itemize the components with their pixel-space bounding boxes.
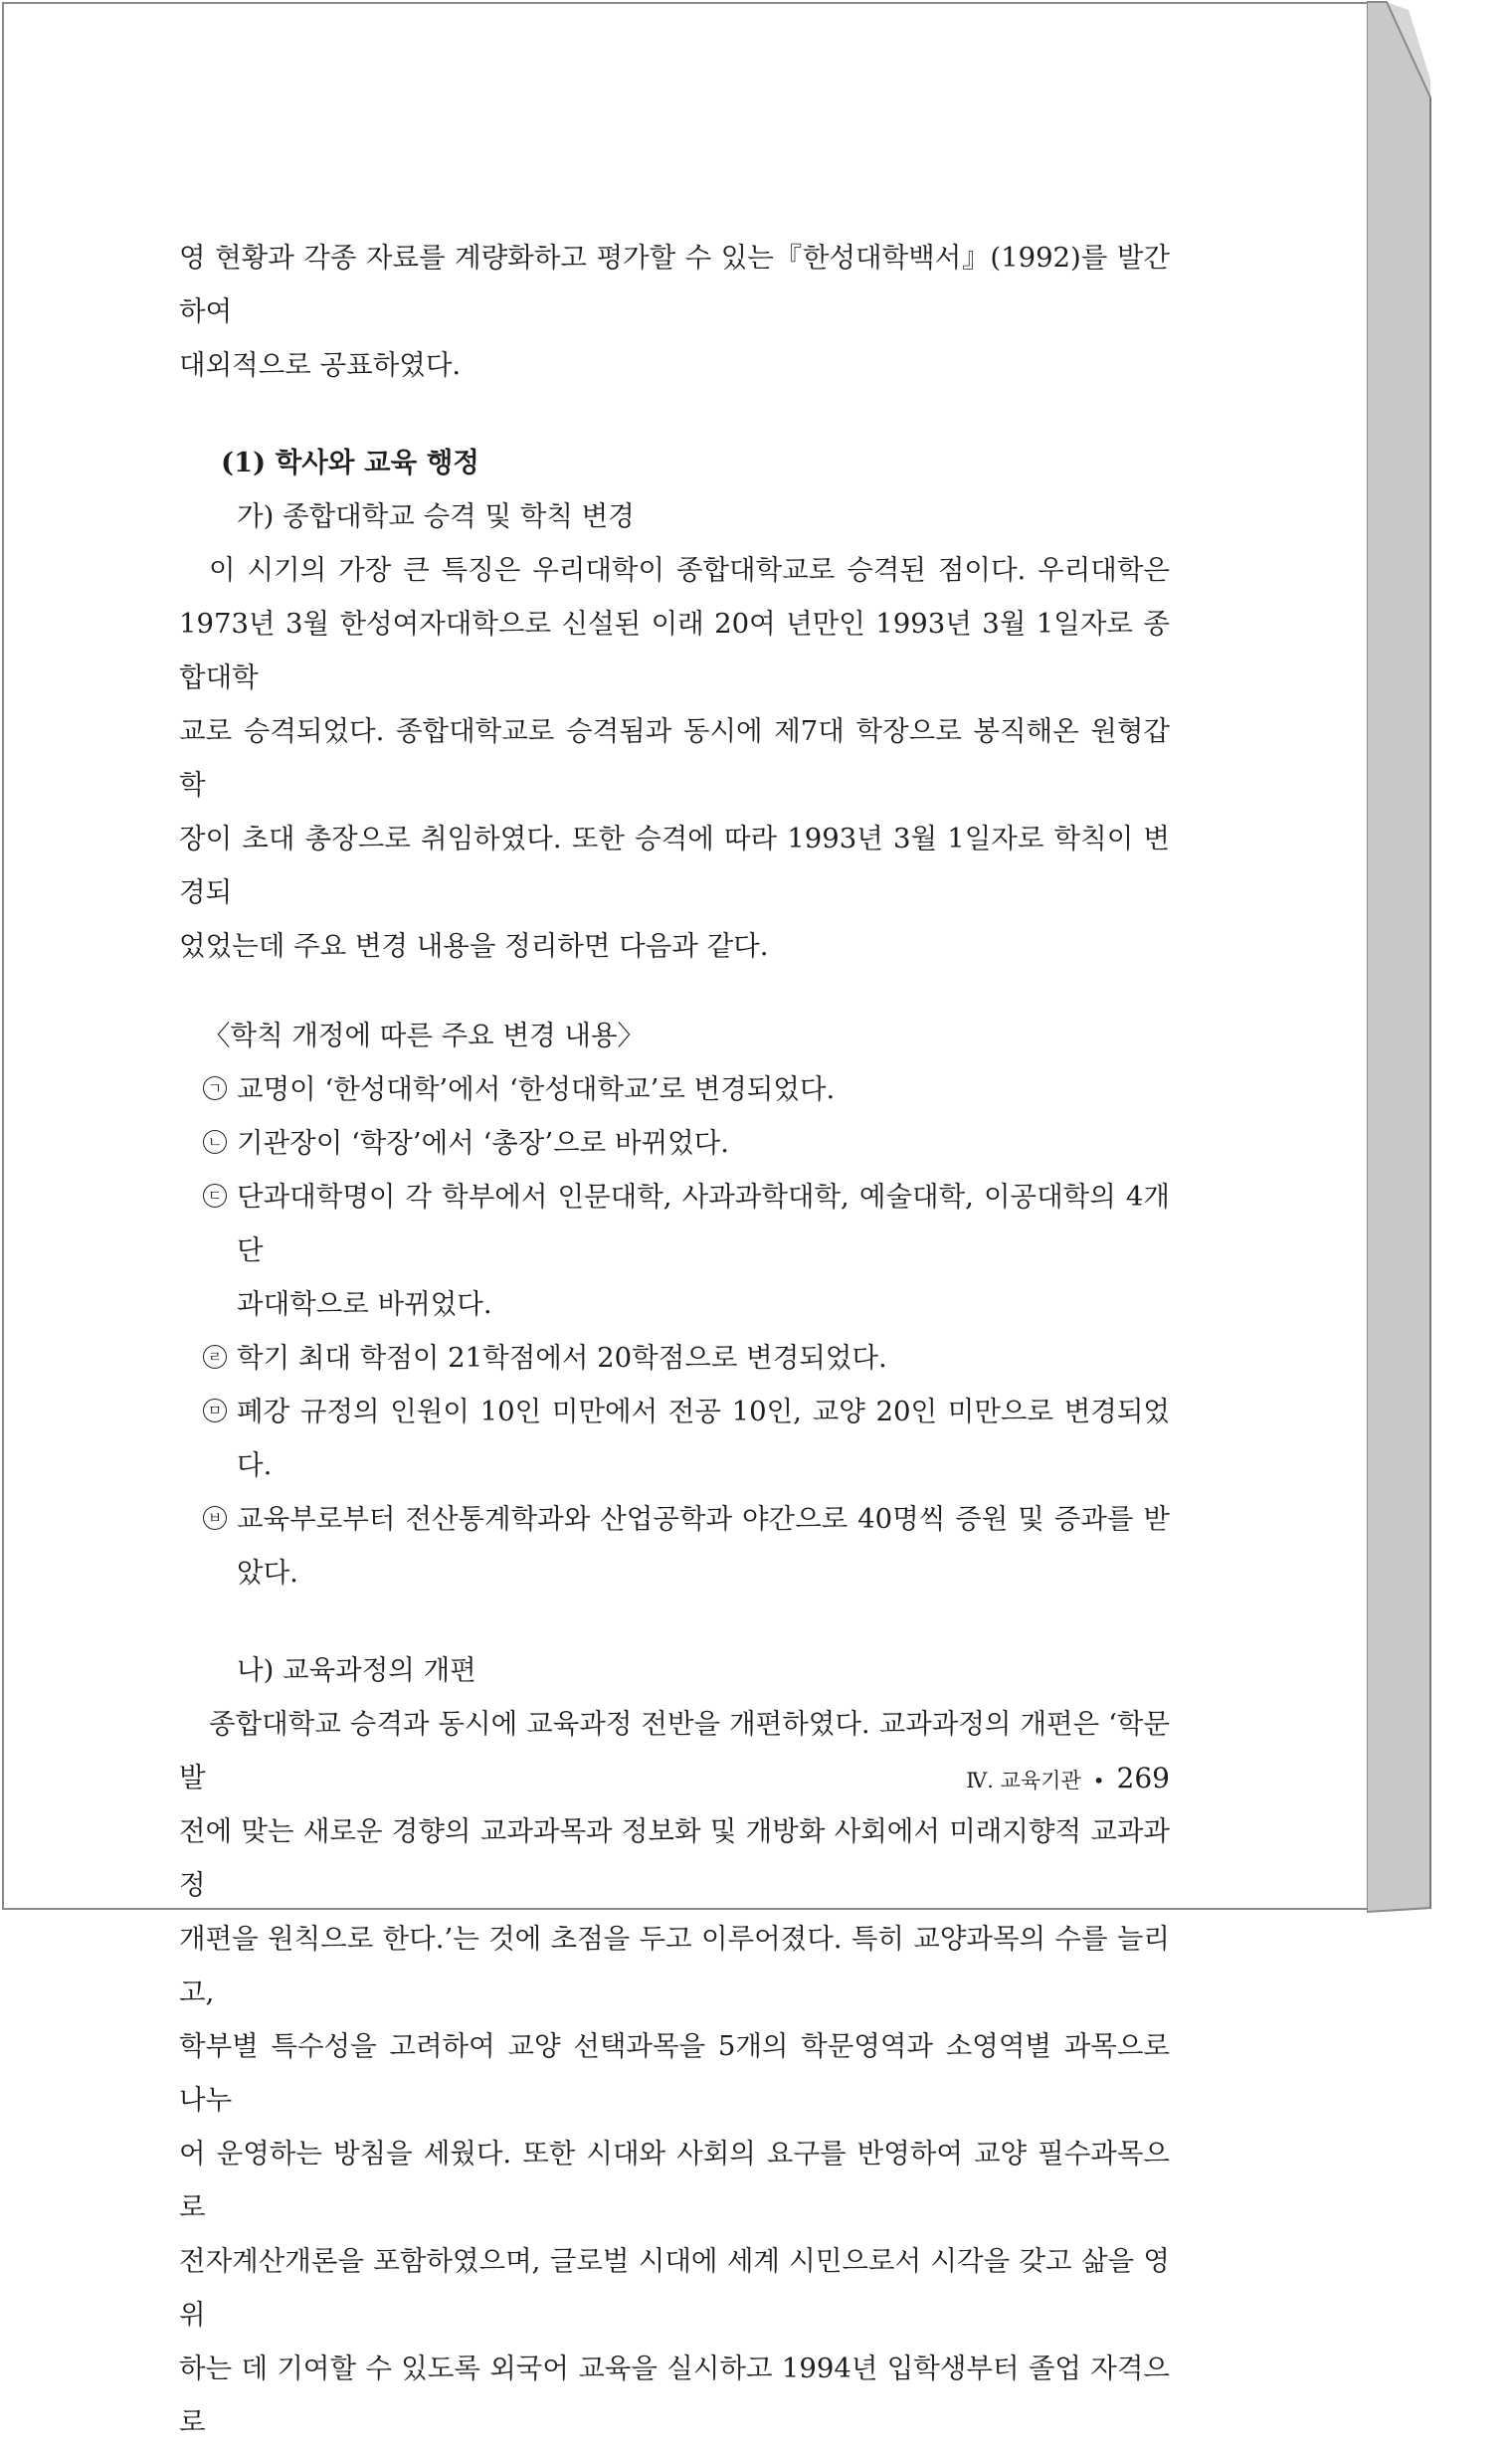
circled-marker: ㄷ	[203, 1184, 227, 1208]
footer-section-label: Ⅳ. 교육기관	[966, 1769, 1081, 1792]
list-item	[179, 1331, 1170, 1385]
page-footer	[966, 1759, 1170, 1800]
paragraph-a-line-3: 교로 승격되었다. 종합대학교로 승격됨과 동시에 제7대 학장으로 봉직해온 원형갑 학	[179, 715, 1170, 801]
list-item	[179, 1170, 1170, 1277]
list-item-text: 교육부로부터 전산통계학과와 산업공학과 야간으로 40명씩 증원 및 증과를 받았다.	[237, 1503, 1170, 1589]
section-heading: (1) 학사와 교육 행정	[221, 447, 479, 478]
list-item	[179, 1062, 1170, 1116]
list-item-text: 단과대학명이 각 학부에서 인문대학, 사과과학대학, 예술대학, 이공대학의 4개 단	[237, 1181, 1170, 1266]
paragraph-a-line-1: 이 시기의 가장 큰 특징은 우리대학이 종합대학교로 승격된 점이다. 우리대학은	[209, 554, 1170, 586]
paragraph-b-line-3: 개편을 원칙으로 한다.’는 것에 초점을 두고 이루어졌다. 특히 교양과목의 수를 늘리고,	[179, 1923, 1170, 2008]
list-item-text: 기관장이 ‘학장’에서 ‘총장’으로 바뀌었다.	[237, 1127, 729, 1159]
paragraph-a-line-5: 었었는데 주요 변경 내용을 정리하면 다음과 같다.	[179, 930, 769, 962]
paragraph-a-line-2: 1973년 3월 한성여자대학으로 신설된 이래 20여 년만인 1993년 3월 1일자로 종합대학	[179, 608, 1170, 693]
circled-marker: ㄹ	[203, 1345, 227, 1369]
circled-marker: ㅂ	[203, 1506, 227, 1530]
paragraph-b-line-1: 종합대학교 승격과 동시에 교육과정 전반을 개편하였다. 교과과정의 개편은 ‘학문발	[179, 1708, 1170, 1793]
page-body	[179, 231, 1170, 2449]
subsection-b-title: 나) 교육과정의 개편	[237, 1654, 476, 1686]
paragraph-b-line-5: 어 운영하는 방침을 세웠다. 또한 시대와 사회의 요구를 반영하여 교양 필수과목으로	[179, 2138, 1170, 2223]
subsection-a-title: 가) 종합대학교 승격 및 학칙 변경	[237, 500, 635, 532]
intro-line-2: 대외적으로 공표하였다.	[179, 349, 462, 381]
list-item-text: 학기 최대 학점이 21학점에서 20학점으로 변경되었다.	[237, 1342, 887, 1374]
list-item-text-continued: 과대학으로 바뀌었다.	[237, 1288, 492, 1320]
changes-list-title: 〈학칙 개정에 따른 주요 변경 내용〉	[203, 1020, 646, 1051]
paragraph-b-line-7: 하는 데 기여할 수 있도록 외국어 교육을 실시하고 1994년 입학생부터 졸업 자격으로	[179, 2353, 1170, 2438]
paragraph-b-line-2: 전에 맞는 새로운 경향의 교과과목과 정보화 및 개방화 사회에서 미래지향적 교과과정	[179, 1815, 1170, 1901]
circled-marker: ㄱ	[203, 1076, 227, 1100]
list-item	[179, 1385, 1170, 1492]
list-item-text: 폐강 규정의 인원이 10인 미만에서 전공 10인, 교양 20인 미만으로 변경되었다.	[237, 1396, 1170, 1481]
list-item	[179, 1492, 1170, 1600]
paragraph-b-line-6: 전자계산개론을 포함하였으며, 글로벌 시대에 세계 시민으로서 시각을 갖고 삶을 영위	[179, 2245, 1170, 2331]
paragraph-b-line-4: 학부별 특수성을 고려하여 교양 선택과목을 5개의 학문영역과 소영역별 과목으로 나누	[179, 2030, 1170, 2116]
circled-marker: ㅁ	[203, 1399, 227, 1422]
page-edge-shadow	[1367, 0, 1512, 1916]
list-item	[179, 1116, 1170, 1170]
circled-marker: ㄴ	[203, 1130, 227, 1154]
paragraph-a-line-4: 장이 초대 총장으로 취임하였다. 또한 승격에 따라 1993년 3월 1일자로 학칙이 변경되	[179, 823, 1170, 908]
list-item-text: 교명이 ‘한성대학’에서 ‘한성대학교’로 변경되었다.	[237, 1073, 836, 1105]
footer-bullet: •	[1092, 1769, 1105, 1792]
page-number: 269	[1116, 1762, 1170, 1794]
intro-line-1: 영 현황과 각종 자료를 계량화하고 평가할 수 있는『한성대학백서』(1992)를 발간하여	[179, 242, 1170, 327]
